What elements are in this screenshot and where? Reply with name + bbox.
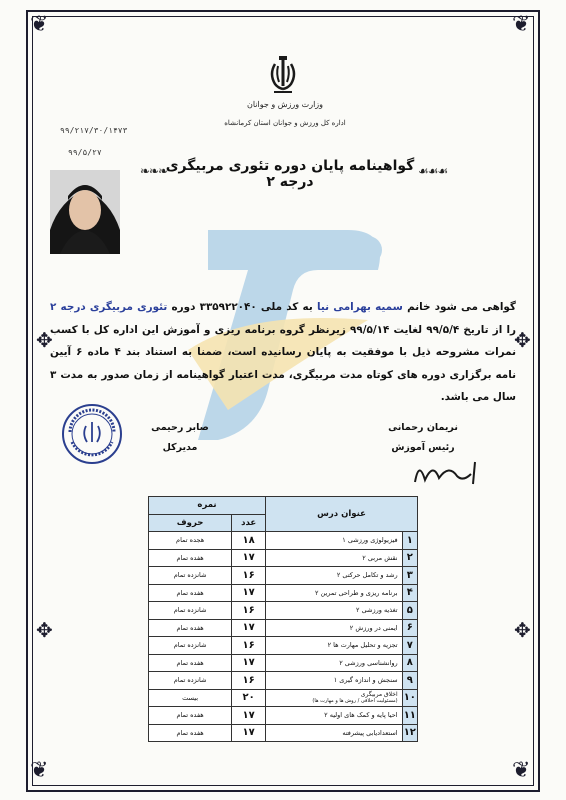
row-grade-number: ۱۶	[232, 602, 266, 620]
row-subject: نقش مربی ۲	[266, 549, 403, 567]
corner-ornament-top-right: ❦	[512, 12, 531, 37]
corner-ornament-top-left: ❦	[30, 12, 49, 37]
row-subject: تجزیه و تحلیل مهارت ها ۲	[266, 637, 403, 655]
certificate-body	[50, 296, 516, 409]
row-subject: فیزیولوژی ورزشی ۱	[266, 532, 403, 550]
title-ornament-left: ❧❧❧	[140, 164, 168, 178]
signatory-left-name: صابر رحیمی	[151, 422, 209, 433]
signatory-right-title: رئیس آموزش	[391, 442, 455, 453]
table-row	[149, 672, 418, 690]
row-index: ۷	[402, 637, 417, 655]
row-index: ۹	[402, 672, 417, 690]
row-grade-words: شانزده تمام	[149, 602, 232, 620]
iran-emblem-icon	[266, 56, 300, 96]
side-ornament-left-bottom: ✥	[36, 618, 53, 642]
row-index: ۴	[402, 584, 417, 602]
column-header-course: عنوان درس	[266, 497, 418, 532]
row-grade-number: ۱۶	[232, 567, 266, 585]
column-header-number: عدد	[232, 514, 266, 532]
row-subject: ایمنی در ورزش ۲	[266, 619, 403, 637]
row-grade-words: هفده تمام	[149, 724, 232, 742]
row-subject: رشد و تکامل حرکتی ۲	[266, 567, 403, 585]
issue-date: ۹۹/۵/۲۷	[68, 148, 102, 157]
row-grade-number: ۱۷	[232, 619, 266, 637]
row-grade-number: ۱۸	[232, 532, 266, 550]
course-name: تئوری مربیگری درجه ۲	[50, 301, 168, 313]
row-grade-words: هفده تمام	[149, 654, 232, 672]
row-index: ۶	[402, 619, 417, 637]
table-row	[149, 584, 418, 602]
row-subject: سنجش و اندازه گیری ۱	[266, 672, 403, 690]
row-grade-number: ۱۷	[232, 707, 266, 725]
row-grade-number: ۲۰	[232, 689, 266, 707]
side-ornament-right-top: ✥	[514, 328, 531, 352]
column-header-words: حروف	[149, 514, 232, 532]
row-grade-words: هجده تمام	[149, 532, 232, 550]
table-row	[149, 549, 418, 567]
row-index: ۸	[402, 654, 417, 672]
signatory-left-title: مدیرکل	[162, 442, 198, 453]
row-grade-words: بیست	[149, 689, 232, 707]
row-index: ۱۲	[402, 724, 417, 742]
title-ornament-right: ☙☙☙	[418, 164, 448, 178]
row-grade-words: هفده تمام	[149, 707, 232, 725]
table-row	[149, 689, 418, 707]
row-subject: احیا پایه و کمک های اولیه ۲	[266, 707, 403, 725]
body-id-phrase: به کد ملی ۳۳۵۹۲۲۰۴۰ دوره	[171, 301, 313, 313]
row-grade-number: ۱۷	[232, 584, 266, 602]
table-row	[149, 619, 418, 637]
body-rest: را از تاریخ ۹۹/۵/۴ لغایت ۹۹/۵/۱۴ زیرنظر گروه برنامه ریزی و آموزش این اداره کل با کسب نمرات مشروحه ذیل با موفقیت به پایان رسانیده است، ضمنا به استناد بند ۴ ماده ۶ آیین نامه برگزاری دوره های کوتاه مدت مربیگری، مدت اعتبار گواهینامه از زمان صدور به مدت ۳ سال می باشد.	[50, 323, 516, 403]
column-header-grade: نمره	[149, 497, 266, 515]
corner-ornament-bottom-right: ❦	[512, 758, 531, 783]
recipient-name: سمیه بهرامی نیا	[316, 301, 403, 313]
row-grade-number: ۱۷	[232, 549, 266, 567]
certificate-title: گواهینامه پایان دوره تئوری مربیگری درجه ۲	[165, 158, 415, 190]
corner-ornament-bottom-left: ❦	[30, 758, 49, 783]
table-row	[149, 602, 418, 620]
row-subject: تغذیه ورزشی ۲	[266, 602, 403, 620]
row-index: ۱۱	[402, 707, 417, 725]
row-subject: روانشناسی ورزشی ۲	[266, 654, 403, 672]
row-subject: برنامه ریزی و طراحی تمرین ۲	[266, 584, 403, 602]
ministry-name: وزارت ورزش و جوانان	[246, 100, 324, 109]
row-subject-note: (مسئولیت اخلاقی / روش ها و مهارت ها)	[312, 697, 398, 704]
row-index: ۱۰	[402, 689, 417, 707]
table-row	[149, 567, 418, 585]
signatory-right-name: نریمان رحمانی	[388, 422, 458, 433]
row-index: ۱	[402, 532, 417, 550]
row-grade-number: ۱۶	[232, 637, 266, 655]
row-grade-number: ۱۶	[232, 672, 266, 690]
row-index: ۲	[402, 549, 417, 567]
row-grade-words: هفده تمام	[149, 584, 232, 602]
row-grade-number: ۱۷	[232, 654, 266, 672]
reference-number: ۹۹/۲۱۷/۳۰/۱۴۷۳	[60, 126, 128, 135]
row-index: ۵	[402, 602, 417, 620]
table-row	[149, 724, 418, 742]
body-intro: گواهی می شود خانم	[407, 301, 516, 313]
row-subject-main: اخلاق مربیگری	[360, 690, 398, 698]
row-index: ۳	[402, 567, 417, 585]
official-stamp-icon	[60, 402, 124, 466]
handwritten-signature-icon	[405, 452, 485, 492]
recipient-photo	[50, 170, 120, 254]
table-row	[149, 532, 418, 550]
table-row	[149, 707, 418, 725]
row-subject: استعدادیابی پیشرفته	[266, 724, 403, 742]
row-grade-words: شانزده تمام	[149, 567, 232, 585]
row-subject	[266, 689, 403, 707]
grades-table	[148, 496, 418, 742]
row-grade-words: شانزده تمام	[149, 672, 232, 690]
row-grade-words: شانزده تمام	[149, 637, 232, 655]
table-row	[149, 654, 418, 672]
table-row	[149, 637, 418, 655]
row-grade-words: هفده تمام	[149, 549, 232, 567]
row-grade-number: ۱۷	[232, 724, 266, 742]
side-ornament-right-bottom: ✥	[514, 618, 531, 642]
row-grade-words: هفده تمام	[149, 619, 232, 637]
table-header-row	[149, 497, 418, 515]
side-ornament-left-top: ✥	[36, 328, 53, 352]
department-name: اداره کل ورزش و جوانان استان کرمانشاه	[224, 119, 346, 127]
